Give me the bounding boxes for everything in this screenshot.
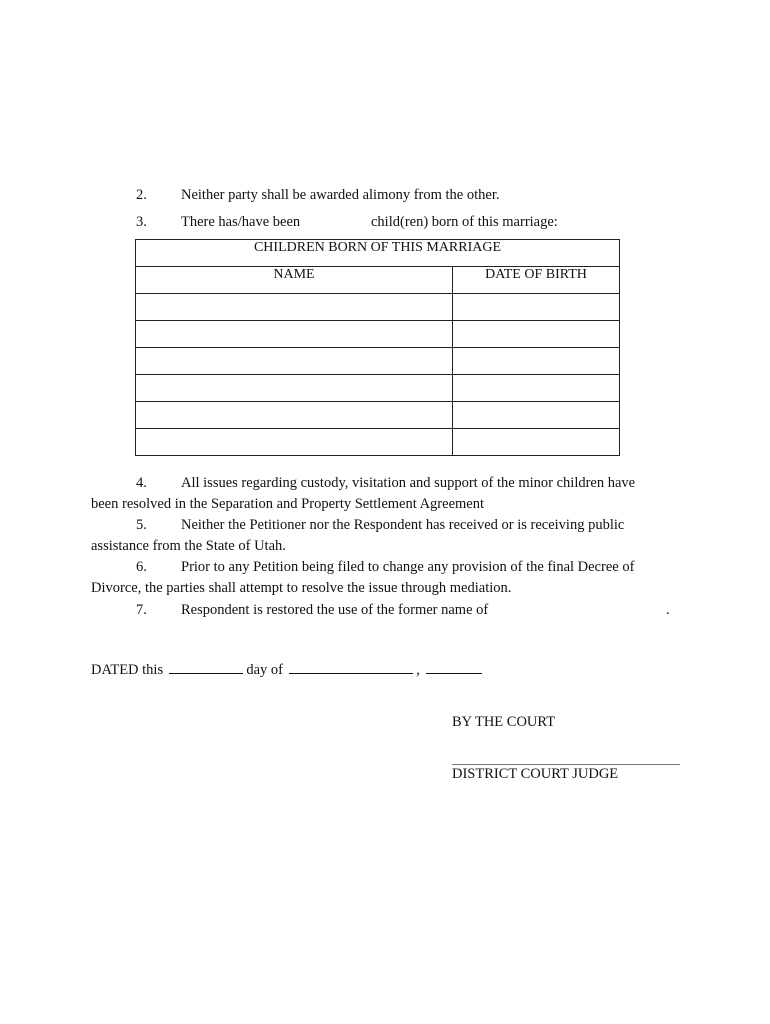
child-birthdate-cell[interactable] — [453, 348, 620, 375]
table-row — [136, 321, 620, 348]
child-birthdate-cell[interactable] — [453, 294, 620, 321]
dated-day-of: day of — [246, 662, 283, 678]
judge-title: DISTRICT COURT JUDGE — [452, 766, 619, 782]
table-row — [136, 348, 620, 375]
item-6-text-line1: Prior to any Petition being filed to change any provision of the final Decree of — [181, 559, 635, 575]
table-row — [136, 429, 620, 456]
table-row — [136, 375, 620, 402]
child-birthdate-cell[interactable] — [453, 429, 620, 456]
table-row — [136, 294, 620, 321]
item-2-text: Neither party shall be awarded alimony from the other. — [181, 187, 500, 203]
item-4-text-line2: been resolved in the Separation and Property Settlement Agreement — [91, 496, 484, 512]
item-6-number: 6. — [136, 559, 147, 575]
by-the-court: BY THE COURT — [452, 714, 556, 730]
item-7-number: 7. — [136, 602, 147, 618]
year-blank[interactable] — [426, 660, 482, 674]
dated-line — [91, 660, 482, 679]
table-row — [136, 402, 620, 429]
item-4-text-line1: All issues regarding custody, visitation and support of the minor children have — [181, 475, 636, 491]
month-blank[interactable] — [289, 660, 413, 674]
children-table-caption: CHILDREN BORN OF THIS MARRIAGE — [136, 240, 620, 267]
day-blank[interactable] — [169, 660, 243, 674]
item-5-text-line2: assistance from the State of Utah. — [91, 538, 286, 554]
child-birthdate-cell[interactable] — [453, 375, 620, 402]
child-name-cell[interactable] — [136, 321, 453, 348]
item-2-number: 2. — [136, 187, 147, 203]
item-6-text-line2: Divorce, the parties shall attempt to resolve the issue through mediation. — [91, 580, 512, 596]
child-birthdate-cell[interactable] — [453, 321, 620, 348]
column-header-name: NAME — [136, 267, 453, 294]
item-3-number: 3. — [136, 214, 147, 230]
item-5-number: 5. — [136, 517, 147, 533]
item-3-text-a: There has/have been — [181, 214, 301, 230]
item-3-text-b: child(ren) born of this marriage: — [371, 214, 558, 230]
child-name-cell[interactable] — [136, 348, 453, 375]
child-name-cell[interactable] — [136, 429, 453, 456]
dated-prefix: DATED this — [91, 662, 164, 678]
item-7-text: Respondent is restored the use of the former name of — [181, 602, 489, 618]
child-name-cell[interactable] — [136, 375, 453, 402]
child-birthdate-cell[interactable] — [453, 402, 620, 429]
children-table — [135, 239, 620, 456]
child-name-cell[interactable] — [136, 294, 453, 321]
item-7-period: . — [666, 602, 670, 618]
item-5-text-line1: Neither the Petitioner nor the Respondent has received or is receiving public — [181, 517, 625, 533]
dated-comma: , — [416, 662, 420, 678]
column-header-date-of-birth: DATE OF BIRTH — [453, 267, 620, 294]
child-name-cell[interactable] — [136, 402, 453, 429]
item-4-number: 4. — [136, 475, 147, 491]
